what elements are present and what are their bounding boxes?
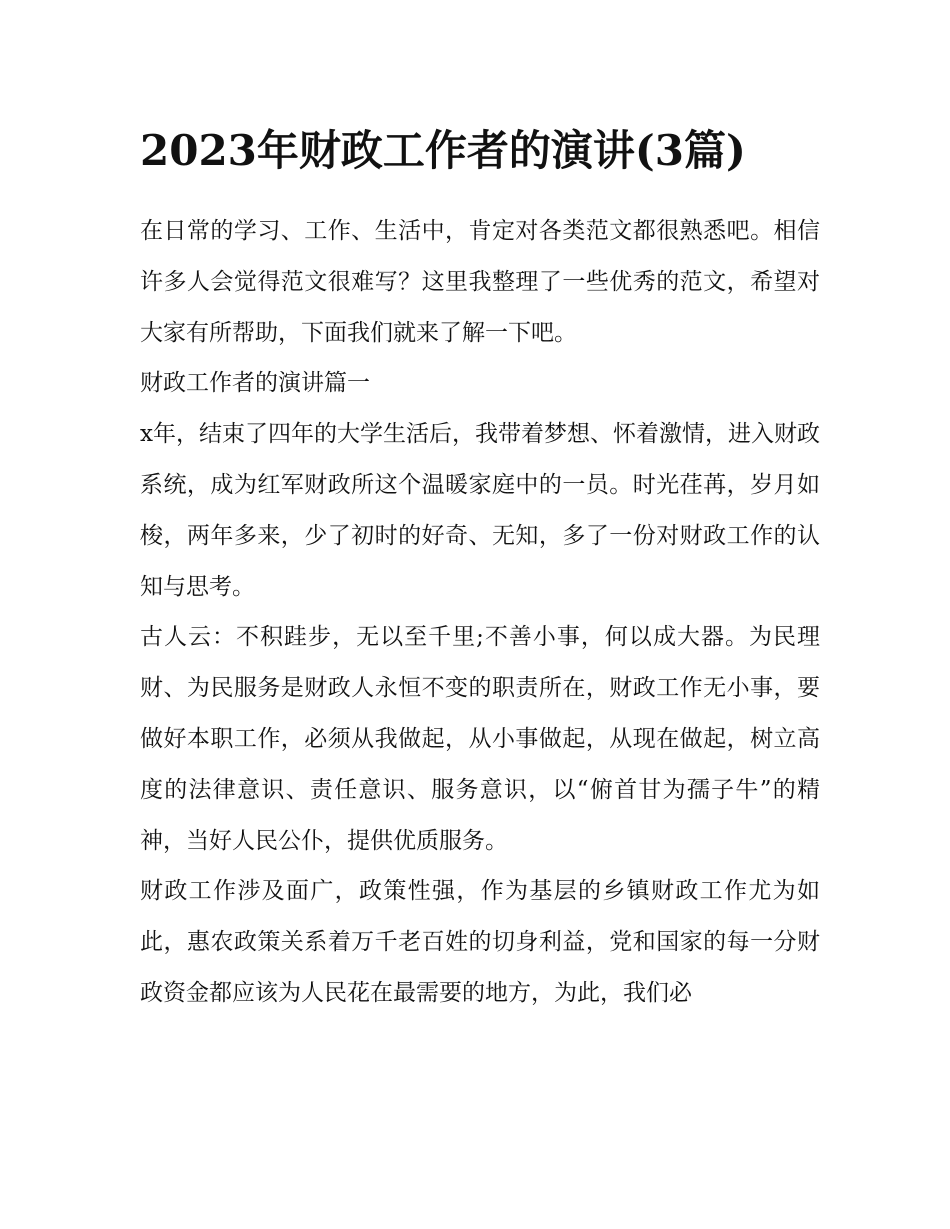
body-paragraph: 古人云：不积跬步，无以至千里;不善小事，何以成大器。为民理财、为民服务是财政人永恒不变的职责所在，财政工作无小事，要做好本职工作，必须从我做起，从小事做起，从现在做起，树立高度的法律意识、责任意识、服务意识，以“俯首甘为孺子牛”的精神，当好人民公仆，提供优质服务。	[140, 624, 820, 854]
intro-paragraph: 在日常的学习、工作、生活中，肯定对各类范文都很熟悉吧。相信许多人会觉得范文很难写？这里我整理了一些优秀的范文，希望对大家有所帮助，下面我们就来了解一下吧。	[140, 218, 820, 346]
section-heading: 财政工作者的演讲篇一	[140, 370, 370, 397]
document-title: 2023年财政工作者的演讲(3篇)	[140, 126, 746, 175]
document-body	[140, 206, 820, 1019]
body-paragraph: x年，结束了四年的大学生活后，我带着梦想、怀着激情，进入财政系统，成为红军财政所这个温暖家庭中的一员。时光荏苒，岁月如梭，两年多来，少了初时的好奇、无知，多了一份对财政工作的认知与思考。	[140, 421, 820, 600]
body-paragraph: 财政工作涉及面广，政策性强，作为基层的乡镇财政工作尤为如此，惠农政策关系着万千老百姓的切身利益，党和国家的每一分财政资金都应该为人民花在最需要的地方，为此，我们必	[140, 878, 820, 1006]
document-content	[140, 118, 820, 1019]
